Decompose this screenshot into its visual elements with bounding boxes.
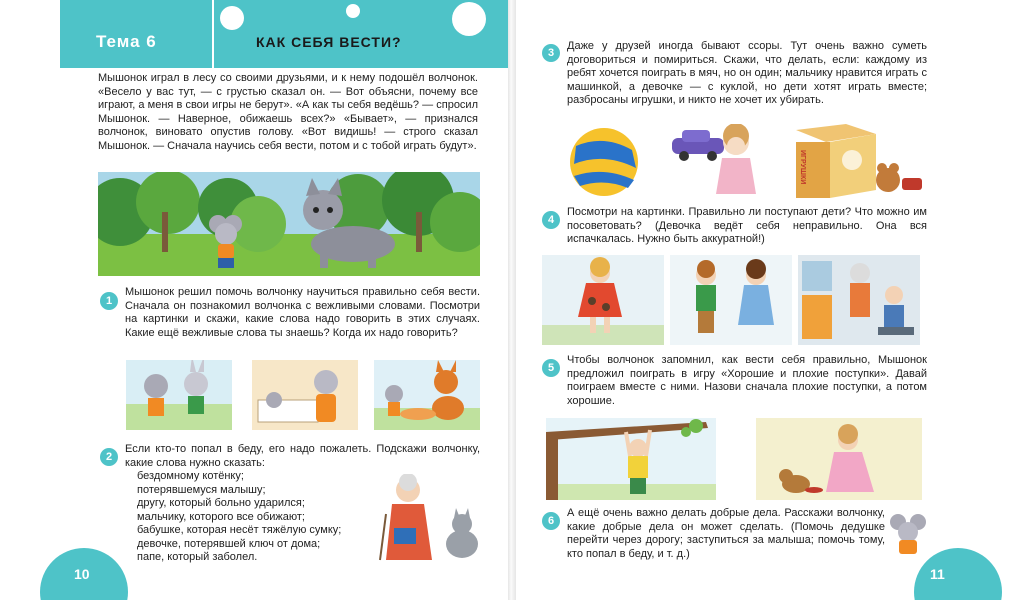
page-number: 11 xyxy=(930,566,945,582)
feeding-cat-illustration xyxy=(756,418,922,500)
ball-illustration xyxy=(566,124,642,200)
list-item: бабушке, которая несёт тяжёлую сумку; xyxy=(137,524,342,536)
grandma-cat-illustration xyxy=(378,474,488,564)
header-divider xyxy=(212,0,214,68)
task-number-badge: 6 xyxy=(542,512,560,530)
list-item: бездомному котёнку; xyxy=(137,470,244,482)
page-number: 10 xyxy=(74,566,90,582)
task-number-badge: 3 xyxy=(542,44,560,62)
fox-illustration xyxy=(374,360,480,430)
greeting-illustration xyxy=(126,360,232,430)
list-item: папе, который заболел. xyxy=(137,551,258,563)
task-number-badge: 5 xyxy=(542,359,560,377)
mouse-illustration xyxy=(888,512,928,558)
task6-text: А ещё очень важно делать добрые дела. Расскажи волчонку, какие добрые дела он может сделать. (Помочь дедушке перейти через дорогу; заступиться за малыша; помочь тому, кто попал в беду, и т. д.) xyxy=(567,507,885,560)
right-page xyxy=(516,0,1024,600)
story-text: Мышонок играл в лесу со своими друзьями, и к нему подошёл волчонок. «Весело у вас тут, — с грустью сказал он. — Вот объясни, почему все играют, а меня в свои игры не берут». «А как ты себя ведёшь? — спросил Мышонок. — Наверное, обижаешь всех?» «Бывает», — признался волчонок, виновато опустив голову. «Вот видишь! — строго сказал Мышонок. — Сначала научись себя вести, потом и с тобой играть будут». xyxy=(98,72,478,152)
task2-list xyxy=(137,470,341,565)
book-gutter xyxy=(508,0,516,600)
topic-label: Тема 6 xyxy=(96,32,157,51)
left-page xyxy=(0,0,508,600)
task-number-badge: 4 xyxy=(542,211,560,229)
tree-swing-illustration xyxy=(546,418,716,500)
task-number-badge: 2 xyxy=(100,448,118,466)
topic-header xyxy=(60,0,508,68)
bus-seat-illustration xyxy=(798,255,920,345)
header-dot xyxy=(452,2,486,36)
list-item: девочке, потерявшей ключ от дома; xyxy=(137,537,321,550)
topic-title: КАК СЕБЯ ВЕСТИ? xyxy=(256,34,402,50)
task-number-badge: 1 xyxy=(100,292,118,310)
task2-intro: Если кто-то попал в беду, его надо пожалеть. Подскажи волчонку, какие слова нужно сказать: xyxy=(125,443,480,469)
task4-text: Посмотри на картинки. Правильно ли поступают дети? Что можно им посоветовать? (Девочка ведёт себя неправильно. Она вся испачкалась. Нужно быть аккуратной!) xyxy=(567,206,927,245)
task5-text: Чтобы волчонок запомнил, как вести себя правильно, Мышонок предложил поиграть в игру «Хорошие и плохие поступки». Давай поиграем вместе с ними. Назови сначала плохие поступки, а потом хорошие. xyxy=(567,354,927,407)
list-item: другу, который больно ударился; xyxy=(137,497,305,509)
header-dot xyxy=(346,4,360,18)
task3-text: Даже у друзей иногда бывают ссоры. Тут очень важно суметь договориться и помириться. Скажи, что делать, если: каждому из ребят хочется поиграть в мяч, но он один; мальчику нравится играть с машинкой, а девочке — с куклой, но дети хотят играть вместе; разбросаны игрушки, и никто не хочет их убирать. xyxy=(567,40,927,106)
forest-illustration xyxy=(98,172,480,276)
toy-box-illustration xyxy=(786,122,926,202)
task1-text: Мышонок решил помочь волчонку научиться правильно себя вести. Сначала он познакомил волчонка с вежливыми словами. Посмотри на картинки и скажи, какие слова надо говорить в этих случаях. Какие ещё вежливые слова ты знаешь? Когда их надо говорить? xyxy=(125,286,480,339)
boy-girl-illustration xyxy=(670,255,792,345)
list-item: мальчику, которого все обижают; xyxy=(137,510,305,523)
bedside-illustration xyxy=(252,360,358,430)
doll-illustration xyxy=(706,124,766,200)
dirty-girl-illustration xyxy=(542,255,664,345)
header-dot xyxy=(220,6,244,30)
list-item: потерявшемуся малышу; xyxy=(137,483,266,496)
toy-box-label: ИГРУШКИ xyxy=(799,150,806,185)
